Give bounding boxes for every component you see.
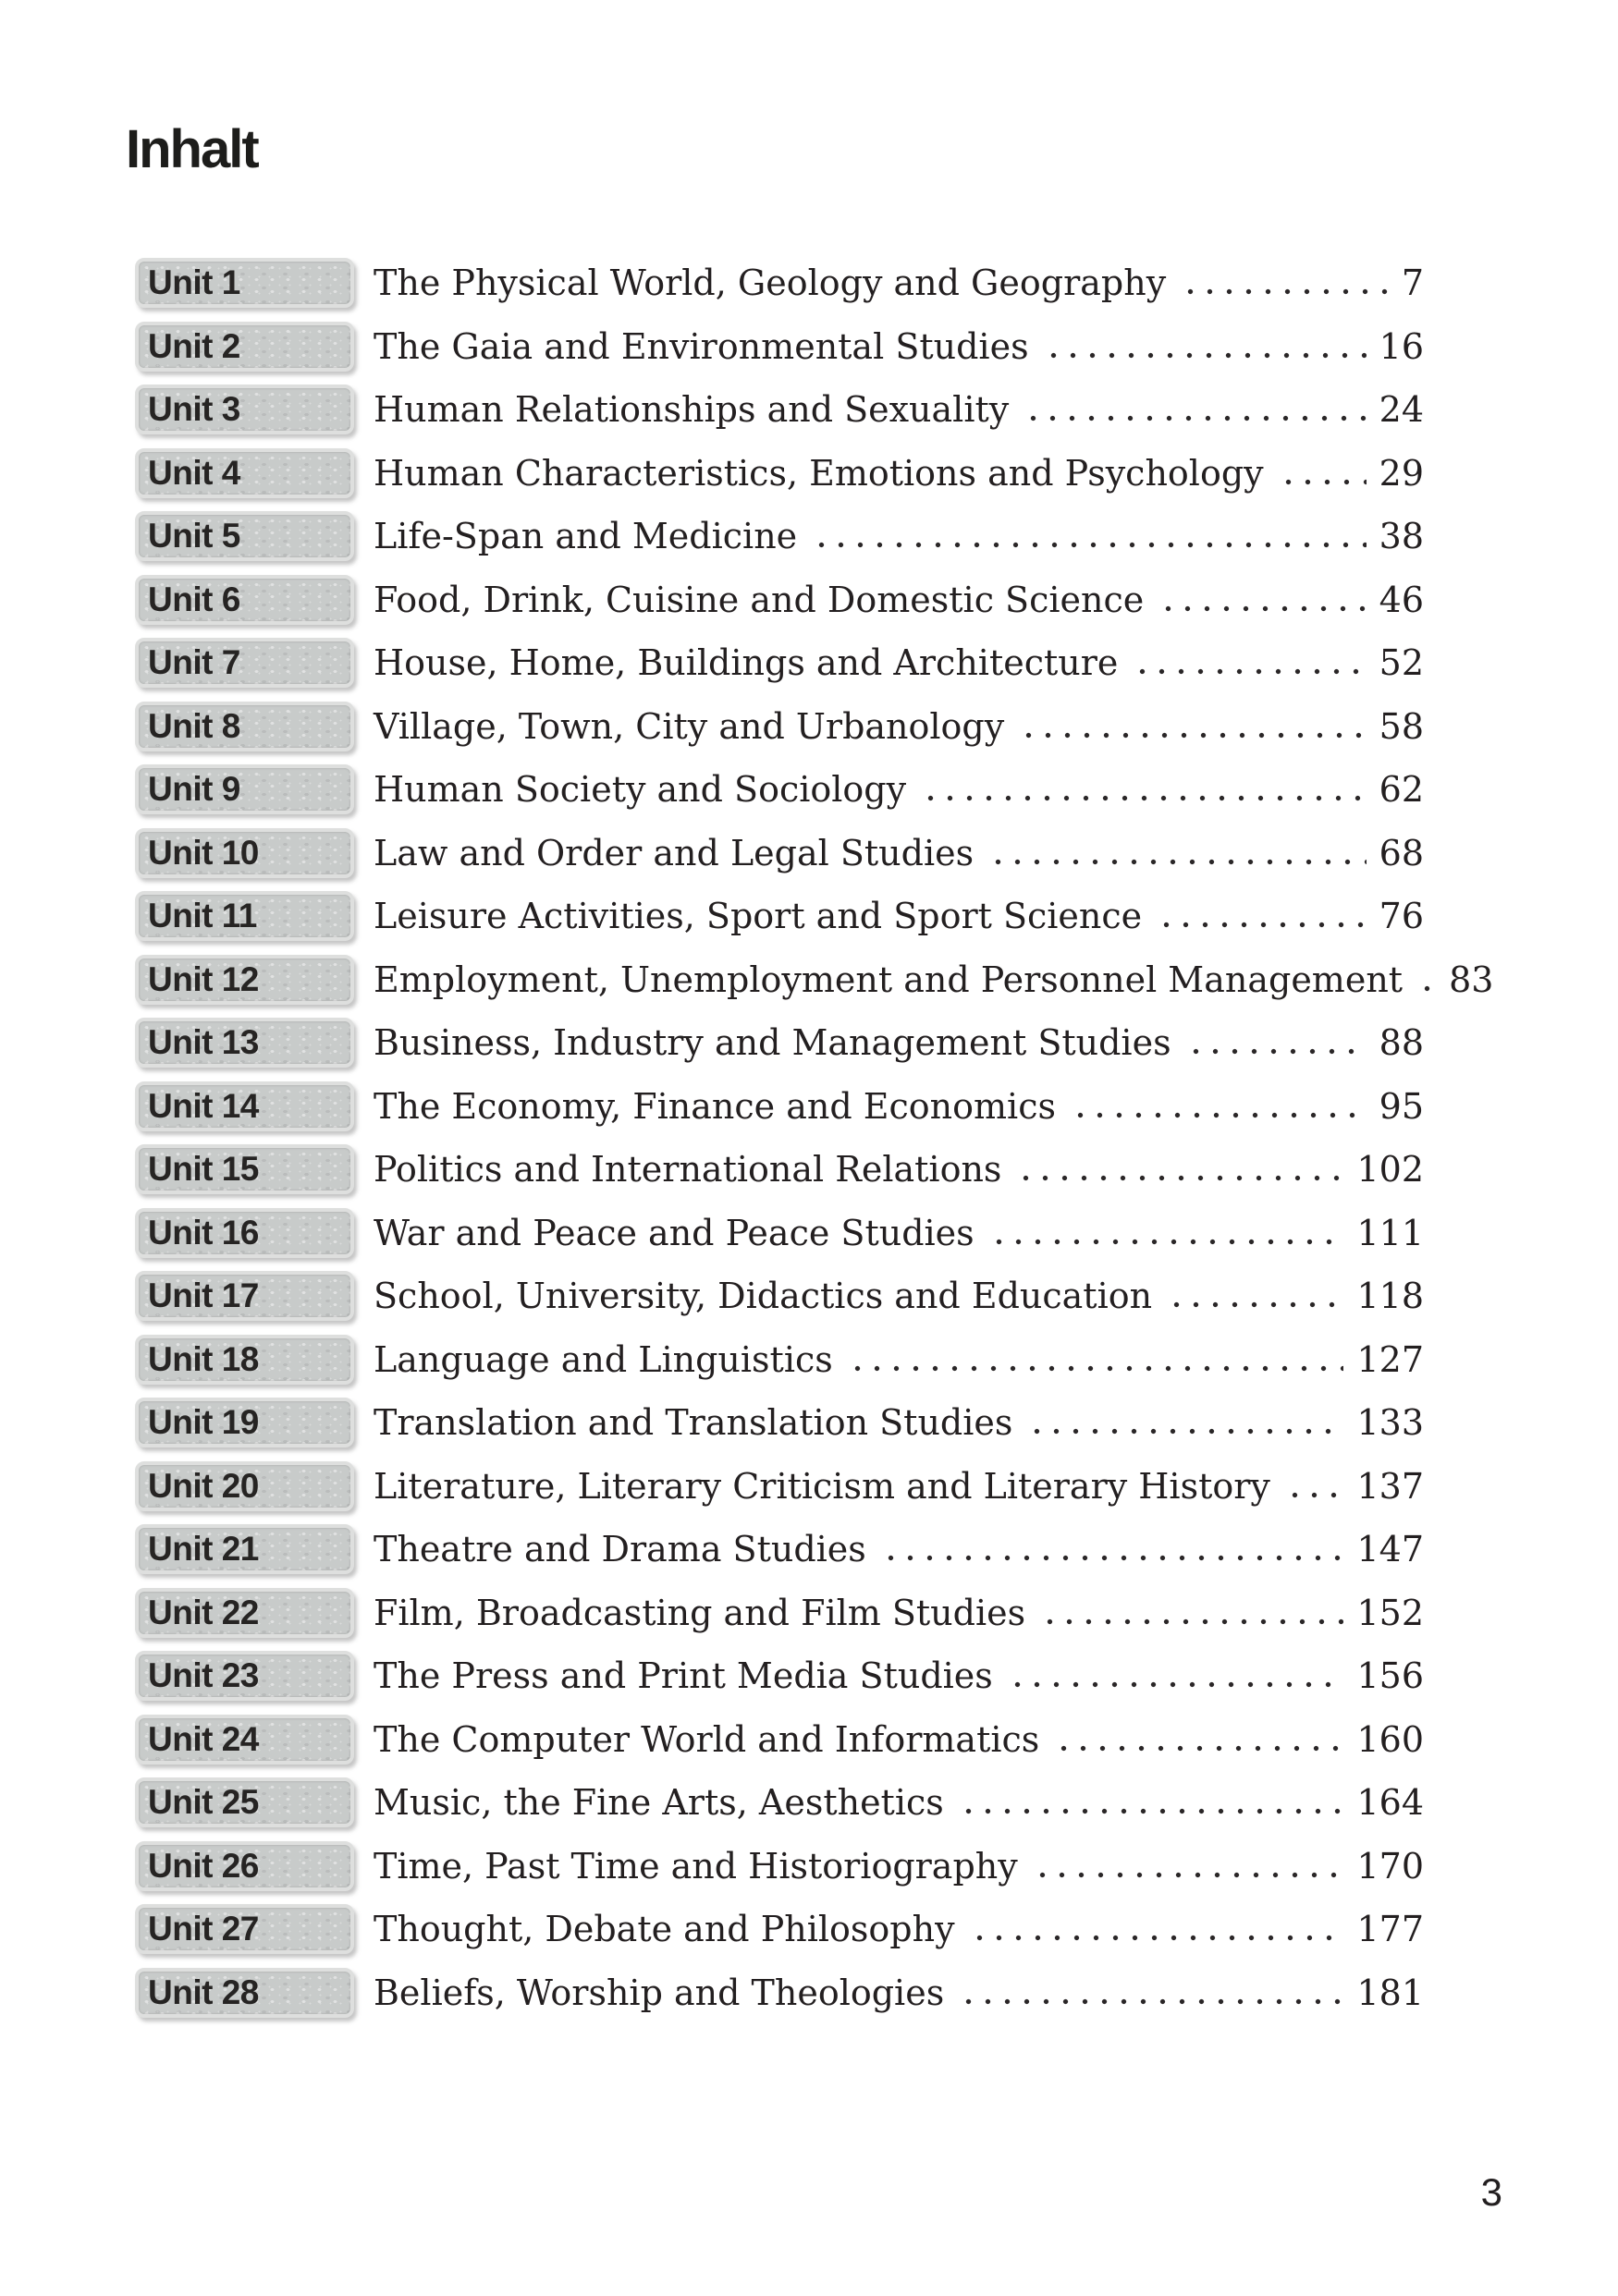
toc-entry	[374, 896, 1424, 936]
dot-leader	[1067, 1112, 1367, 1118]
unit-badge-label: Unit 20	[148, 1466, 259, 1505]
toc-entry-title: Leisure Activities, Sport and Sport Science	[374, 896, 1143, 937]
toc-entry-title: Language and Linguistics	[374, 1338, 833, 1380]
unit-badge-label: Unit 15	[148, 1150, 259, 1189]
unit-badge-label: Unit 8	[148, 706, 240, 745]
unit-badge-label: Unit 9	[148, 770, 240, 809]
unit-badge-label: Unit 28	[148, 1972, 259, 2011]
toc-entry-page: 102	[1356, 1149, 1424, 1191]
toc-entry-page: 137	[1356, 1465, 1424, 1507]
toc-entry-page: 76	[1379, 896, 1424, 937]
toc-row	[135, 695, 1424, 759]
toc-entry-page: 16	[1379, 325, 1424, 367]
toc-row	[135, 1328, 1424, 1392]
unit-badge-label: Unit 3	[148, 390, 240, 429]
unit-badge-label: Unit 12	[148, 959, 259, 998]
dot-leader	[1275, 479, 1367, 485]
toc-entry	[374, 769, 1424, 810]
toc-entry-title: House, Home, Buildings and Architecture	[374, 642, 1119, 684]
dot-leader	[1012, 1175, 1343, 1181]
unit-badge-label: Unit 19	[148, 1403, 259, 1442]
toc-entry-title: The Gaia and Environmental Studies	[374, 325, 1029, 367]
unit-badge	[135, 1335, 354, 1385]
toc-entry	[374, 1086, 1424, 1127]
unit-badge-label: Unit 14	[148, 1086, 259, 1125]
toc-entry-title: Human Characteristics, Emotions and Psychology	[374, 452, 1264, 494]
toc-row	[135, 1011, 1424, 1075]
toc-entry	[374, 1149, 1424, 1190]
toc-entry-title: Music, the Fine Arts, Aesthetics	[374, 1782, 944, 1824]
dot-leader	[1153, 922, 1366, 928]
toc-entry-page: 68	[1379, 832, 1424, 873]
toc-entry	[374, 1972, 1424, 2013]
unit-badge-label: Unit 23	[148, 1656, 259, 1695]
toc-entry-title: Time, Past Time and Historiography	[374, 1845, 1018, 1887]
toc-entry-title: Law and Order and Legal Studies	[374, 832, 974, 873]
toc-entry-page: 62	[1379, 769, 1424, 811]
toc-entry-page: 58	[1379, 705, 1424, 747]
unit-badge	[135, 1018, 354, 1068]
toc-entry-page: 181	[1356, 1972, 1424, 2013]
unit-badge	[135, 1461, 354, 1511]
toc-entry	[374, 516, 1424, 556]
toc-row	[135, 948, 1494, 1012]
unit-badge	[135, 1208, 354, 1258]
unit-badge	[135, 385, 354, 434]
toc-row	[135, 1582, 1424, 1645]
toc-entry	[374, 1466, 1424, 1507]
dot-leader	[917, 795, 1367, 801]
unit-badge	[135, 702, 354, 751]
toc-row	[135, 1455, 1424, 1519]
unit-badge-label: Unit 13	[148, 1023, 259, 1062]
toc-entry-page: 156	[1356, 1655, 1424, 1697]
toc-entry	[374, 1022, 1424, 1063]
dot-leader	[1414, 985, 1436, 992]
toc-entry	[374, 642, 1424, 683]
toc-entry-page: 29	[1379, 452, 1424, 494]
unit-badge	[135, 448, 354, 498]
unit-badge	[135, 1968, 354, 2018]
unit-badge	[135, 1271, 354, 1321]
unit-badge-label: Unit 27	[148, 1910, 259, 1948]
toc-row	[135, 568, 1424, 632]
toc-row	[135, 442, 1424, 506]
toc-entry-title: The Press and Print Media Studies	[374, 1655, 993, 1697]
dot-leader	[1015, 732, 1366, 739]
toc-entry-title: Human Relationships and Sexuality	[374, 389, 1010, 431]
toc-entry-title: Human Society and Sociology	[374, 769, 907, 811]
unit-badge	[135, 764, 354, 814]
unit-badge	[135, 575, 354, 625]
toc-row	[135, 1202, 1424, 1265]
toc-entry	[374, 706, 1424, 747]
dot-leader	[1050, 1745, 1343, 1752]
unit-badge-label: Unit 6	[148, 580, 240, 618]
toc-entry-page: 118	[1356, 1276, 1424, 1317]
unit-badge	[135, 1651, 354, 1701]
dot-leader	[985, 859, 1367, 865]
toc-entry-title: School, University, Didactics and Education	[374, 1276, 1153, 1317]
dot-leader	[1040, 352, 1367, 359]
toc-entry	[374, 1213, 1424, 1253]
toc-entry-title: Literature, Literary Criticism and Literary History	[374, 1465, 1270, 1507]
dot-leader	[986, 1239, 1344, 1245]
unit-badge	[135, 1904, 354, 1954]
toc-entry-page: 46	[1379, 579, 1424, 620]
unit-badge-label: Unit 21	[148, 1530, 259, 1569]
unit-badge	[135, 1524, 354, 1574]
dot-leader	[844, 1365, 1344, 1372]
unit-badge	[135, 638, 354, 688]
toc-entry-title: Food, Drink, Cuisine and Domestic Science	[374, 579, 1145, 620]
dot-leader	[1183, 1048, 1367, 1055]
dot-leader	[966, 1935, 1344, 1941]
toc-entry-title: Translation and Translation Studies	[374, 1402, 1013, 1444]
dot-leader	[1177, 288, 1389, 295]
unit-badge	[135, 1588, 354, 1638]
toc-entry-page: 83	[1449, 959, 1494, 1000]
toc-entry-page: 160	[1356, 1718, 1424, 1760]
toc-entry-page: 52	[1379, 642, 1424, 684]
toc-entry-page: 152	[1356, 1592, 1424, 1633]
toc-entry-page: 177	[1356, 1909, 1424, 1950]
unit-badge-label: Unit 5	[148, 517, 240, 556]
unit-badge-label: Unit 18	[148, 1339, 259, 1378]
toc-entry	[374, 1719, 1424, 1760]
toc-row	[135, 1391, 1424, 1455]
unit-badge-label: Unit 7	[148, 643, 240, 682]
toc-entry-title: Film, Broadcasting and Film Studies	[374, 1592, 1026, 1633]
toc-entry-title: Life-Span and Medicine	[374, 516, 798, 557]
dot-leader	[1024, 1428, 1343, 1435]
unit-badge	[135, 891, 354, 941]
dot-leader	[1281, 1492, 1344, 1498]
dot-leader	[955, 1808, 1344, 1814]
unit-badge-label: Unit 1	[148, 263, 240, 302]
unit-badge	[135, 1715, 354, 1765]
dot-leader	[955, 1998, 1343, 2005]
unit-badge	[135, 1841, 354, 1891]
toc-entry-page: 24	[1379, 389, 1424, 431]
toc-entry-page: 88	[1379, 1022, 1424, 1064]
page-title: Inhalt	[126, 119, 258, 179]
toc-entry	[374, 959, 1494, 1000]
toc-row	[135, 758, 1424, 822]
toc-entry	[374, 1402, 1424, 1443]
unit-badge	[135, 1144, 354, 1194]
toc-entry-title: Theatre and Drama Studies	[374, 1529, 866, 1570]
dot-leader	[877, 1555, 1344, 1561]
toc-row	[135, 885, 1424, 948]
toc-entry-title: The Economy, Finance and Economics	[374, 1085, 1056, 1127]
toc-entry-page: 133	[1356, 1402, 1424, 1444]
unit-badge-label: Unit 4	[148, 453, 240, 492]
toc-row	[135, 822, 1424, 885]
toc-row	[135, 378, 1424, 442]
toc-entry	[374, 453, 1424, 494]
toc-entry	[374, 833, 1424, 873]
toc-entry-title: The Computer World and Informatics	[374, 1718, 1040, 1760]
dot-leader	[1163, 1301, 1343, 1308]
toc-entry	[374, 1782, 1424, 1823]
toc-entry	[374, 1529, 1424, 1569]
unit-badge-label: Unit 24	[148, 1719, 259, 1758]
toc-entry-page: 170	[1356, 1845, 1424, 1887]
toc-row	[135, 1961, 1424, 2025]
dot-leader	[1036, 1618, 1343, 1625]
dot-leader	[1004, 1681, 1344, 1688]
dot-leader	[1020, 415, 1366, 421]
toc-entry-title: Employment, Unemployment and Personnel Management	[374, 959, 1403, 1000]
unit-badge-label: Unit 17	[148, 1276, 259, 1315]
toc-row	[135, 1771, 1424, 1835]
dot-leader	[808, 542, 1366, 548]
unit-badge	[135, 1777, 354, 1827]
dot-leader	[1029, 1872, 1344, 1878]
toc-entry	[374, 1655, 1424, 1696]
toc-entry	[374, 1593, 1424, 1633]
unit-badge	[135, 258, 354, 308]
toc-row	[135, 1138, 1424, 1202]
unit-badge-label: Unit 2	[148, 326, 240, 365]
toc-row	[135, 505, 1424, 568]
toc-entry	[374, 389, 1424, 430]
toc-entry-title: Village, Town, City and Urbanology	[374, 705, 1005, 747]
toc-row	[135, 1898, 1424, 1961]
unit-badge	[135, 322, 354, 372]
toc-entry-title: The Physical World, Geology and Geography	[374, 263, 1167, 304]
unit-badge	[135, 511, 354, 561]
toc-entry-page: 7	[1401, 263, 1424, 304]
unit-badge-label: Unit 11	[148, 897, 257, 935]
toc-entry-page: 127	[1356, 1338, 1424, 1380]
toc-row	[135, 1644, 1424, 1708]
toc-entry	[374, 263, 1424, 303]
unit-badge	[135, 955, 354, 1005]
toc-entry-title: Beliefs, Worship and Theologies	[374, 1972, 945, 2013]
toc-row	[135, 1835, 1424, 1899]
toc-entry	[374, 1276, 1424, 1316]
toc-entry	[374, 326, 1424, 367]
unit-badge-label: Unit 16	[148, 1213, 259, 1252]
toc-row	[135, 251, 1424, 315]
toc-entry	[374, 580, 1424, 620]
toc-row	[135, 631, 1424, 695]
toc-row	[135, 1264, 1424, 1328]
toc-entry-page: 95	[1379, 1085, 1424, 1127]
toc-row	[135, 1075, 1424, 1139]
toc-entry-title: Politics and International Relations	[374, 1149, 1002, 1191]
toc-entry-page: 38	[1379, 516, 1424, 557]
dot-leader	[1155, 605, 1366, 612]
toc-entry-page: 164	[1356, 1782, 1424, 1824]
toc-entry-page: 147	[1356, 1529, 1424, 1570]
toc-row	[135, 315, 1424, 379]
toc-entry	[374, 1909, 1424, 1949]
toc-entry-title: Thought, Debate and Philosophy	[374, 1909, 955, 1950]
unit-badge	[135, 828, 354, 878]
unit-badge	[135, 1081, 354, 1131]
toc-entry	[374, 1339, 1424, 1380]
toc-entry	[374, 1846, 1424, 1887]
toc-entry-title: Business, Industry and Management Studies	[374, 1022, 1171, 1064]
dot-leader	[1129, 668, 1366, 675]
toc-row	[135, 1518, 1424, 1582]
unit-badge-label: Unit 10	[148, 833, 259, 872]
unit-badge-label: Unit 25	[148, 1783, 259, 1822]
toc-entry-page: 111	[1356, 1212, 1424, 1253]
unit-badge-label: Unit 22	[148, 1593, 259, 1631]
unit-badge-label: Unit 26	[148, 1846, 259, 1885]
toc-entry-title: War and Peace and Peace Studies	[374, 1212, 974, 1253]
page-number: 3	[1480, 2170, 1502, 2214]
unit-badge	[135, 1398, 354, 1447]
toc-row	[135, 1708, 1424, 1772]
toc-list	[135, 251, 1494, 2024]
